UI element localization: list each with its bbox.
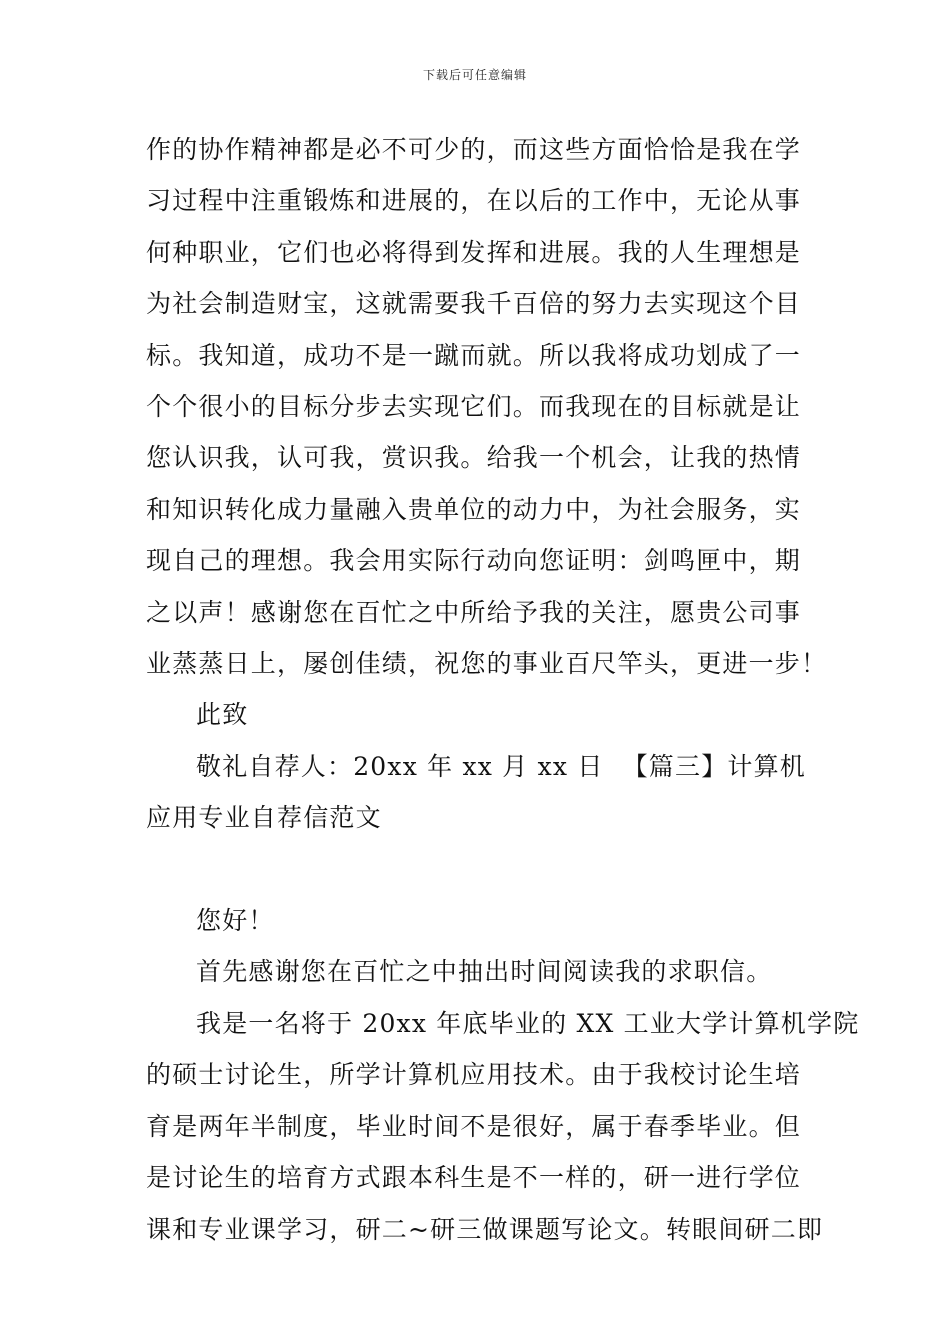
text-line: 习过程中注重锻炼和进展的，在以后的工作中，无论从事 [146, 186, 802, 216]
text-line: 我是一名将于 20xx 年底毕业的 XX 工业大学计算机学院 [196, 1008, 860, 1038]
text-line: 现自己的理想。我会用实际行动向您证明：剑鸣匣中，期 [146, 546, 802, 576]
text-line: 何种职业，它们也必将得到发挥和进展。我的人生理想是 [146, 237, 802, 267]
text-line: 为社会制造财宝，这就需要我千百倍的努力去实现这个目 [146, 289, 802, 319]
letter-thanks: 首先感谢您在百忙之中抽出时间阅读我的求职信。 [196, 957, 773, 987]
blank-line [146, 844, 806, 895]
section-title: 【篇三】计算机 [622, 751, 806, 781]
text-line: 业蒸蒸日上，屡创佳绩，祝您的事业百尺竿头，更进一步！ [146, 649, 828, 679]
text-line: 之以声！感谢您在百忙之中所给予我的关注，愿贵公司事 [146, 597, 802, 627]
text-line: 您认识我，认可我，赏识我。给我一个机会，让我的热情 [146, 443, 802, 473]
signature-row [146, 741, 806, 792]
text-line: 课和专业课学习，研二~研三做课题写论文。转眼间研二即 [146, 1214, 824, 1244]
text-line: 的硕士讨论生，所学计算机应用技术。由于我校讨论生培 [146, 1060, 802, 1090]
section-title-continued: 应用专业自荐信范文 [146, 803, 382, 833]
signature-line: 敬礼自荐人：20xx 年 xx 月 xx 日 [196, 751, 604, 781]
text-line: 育是两年半制度，毕业时间不是很好，属于春季毕业。但 [146, 1111, 802, 1141]
text-line: 和知识转化成力量融入贵单位的动力中，为社会服务，实 [146, 494, 802, 524]
document-body [146, 124, 860, 1255]
text-line: 个个很小的目标分步去实现它们。而我现在的目标就是让 [146, 392, 802, 422]
letter-greeting: 您好！ [196, 906, 275, 936]
text-line: 作的协作精神都是必不可少的，而这些方面恰恰是我在学 [146, 135, 802, 164]
closing-salutation: 此致 [196, 700, 249, 730]
page-header: 下载后可任意编辑 [422, 68, 527, 82]
text-line: 是讨论生的培育方式跟本科生是不一样的，研一进行学位 [146, 1163, 802, 1193]
text-line: 标。我知道，成功不是一蹴而就。所以我将成功划成了一 [146, 340, 802, 370]
